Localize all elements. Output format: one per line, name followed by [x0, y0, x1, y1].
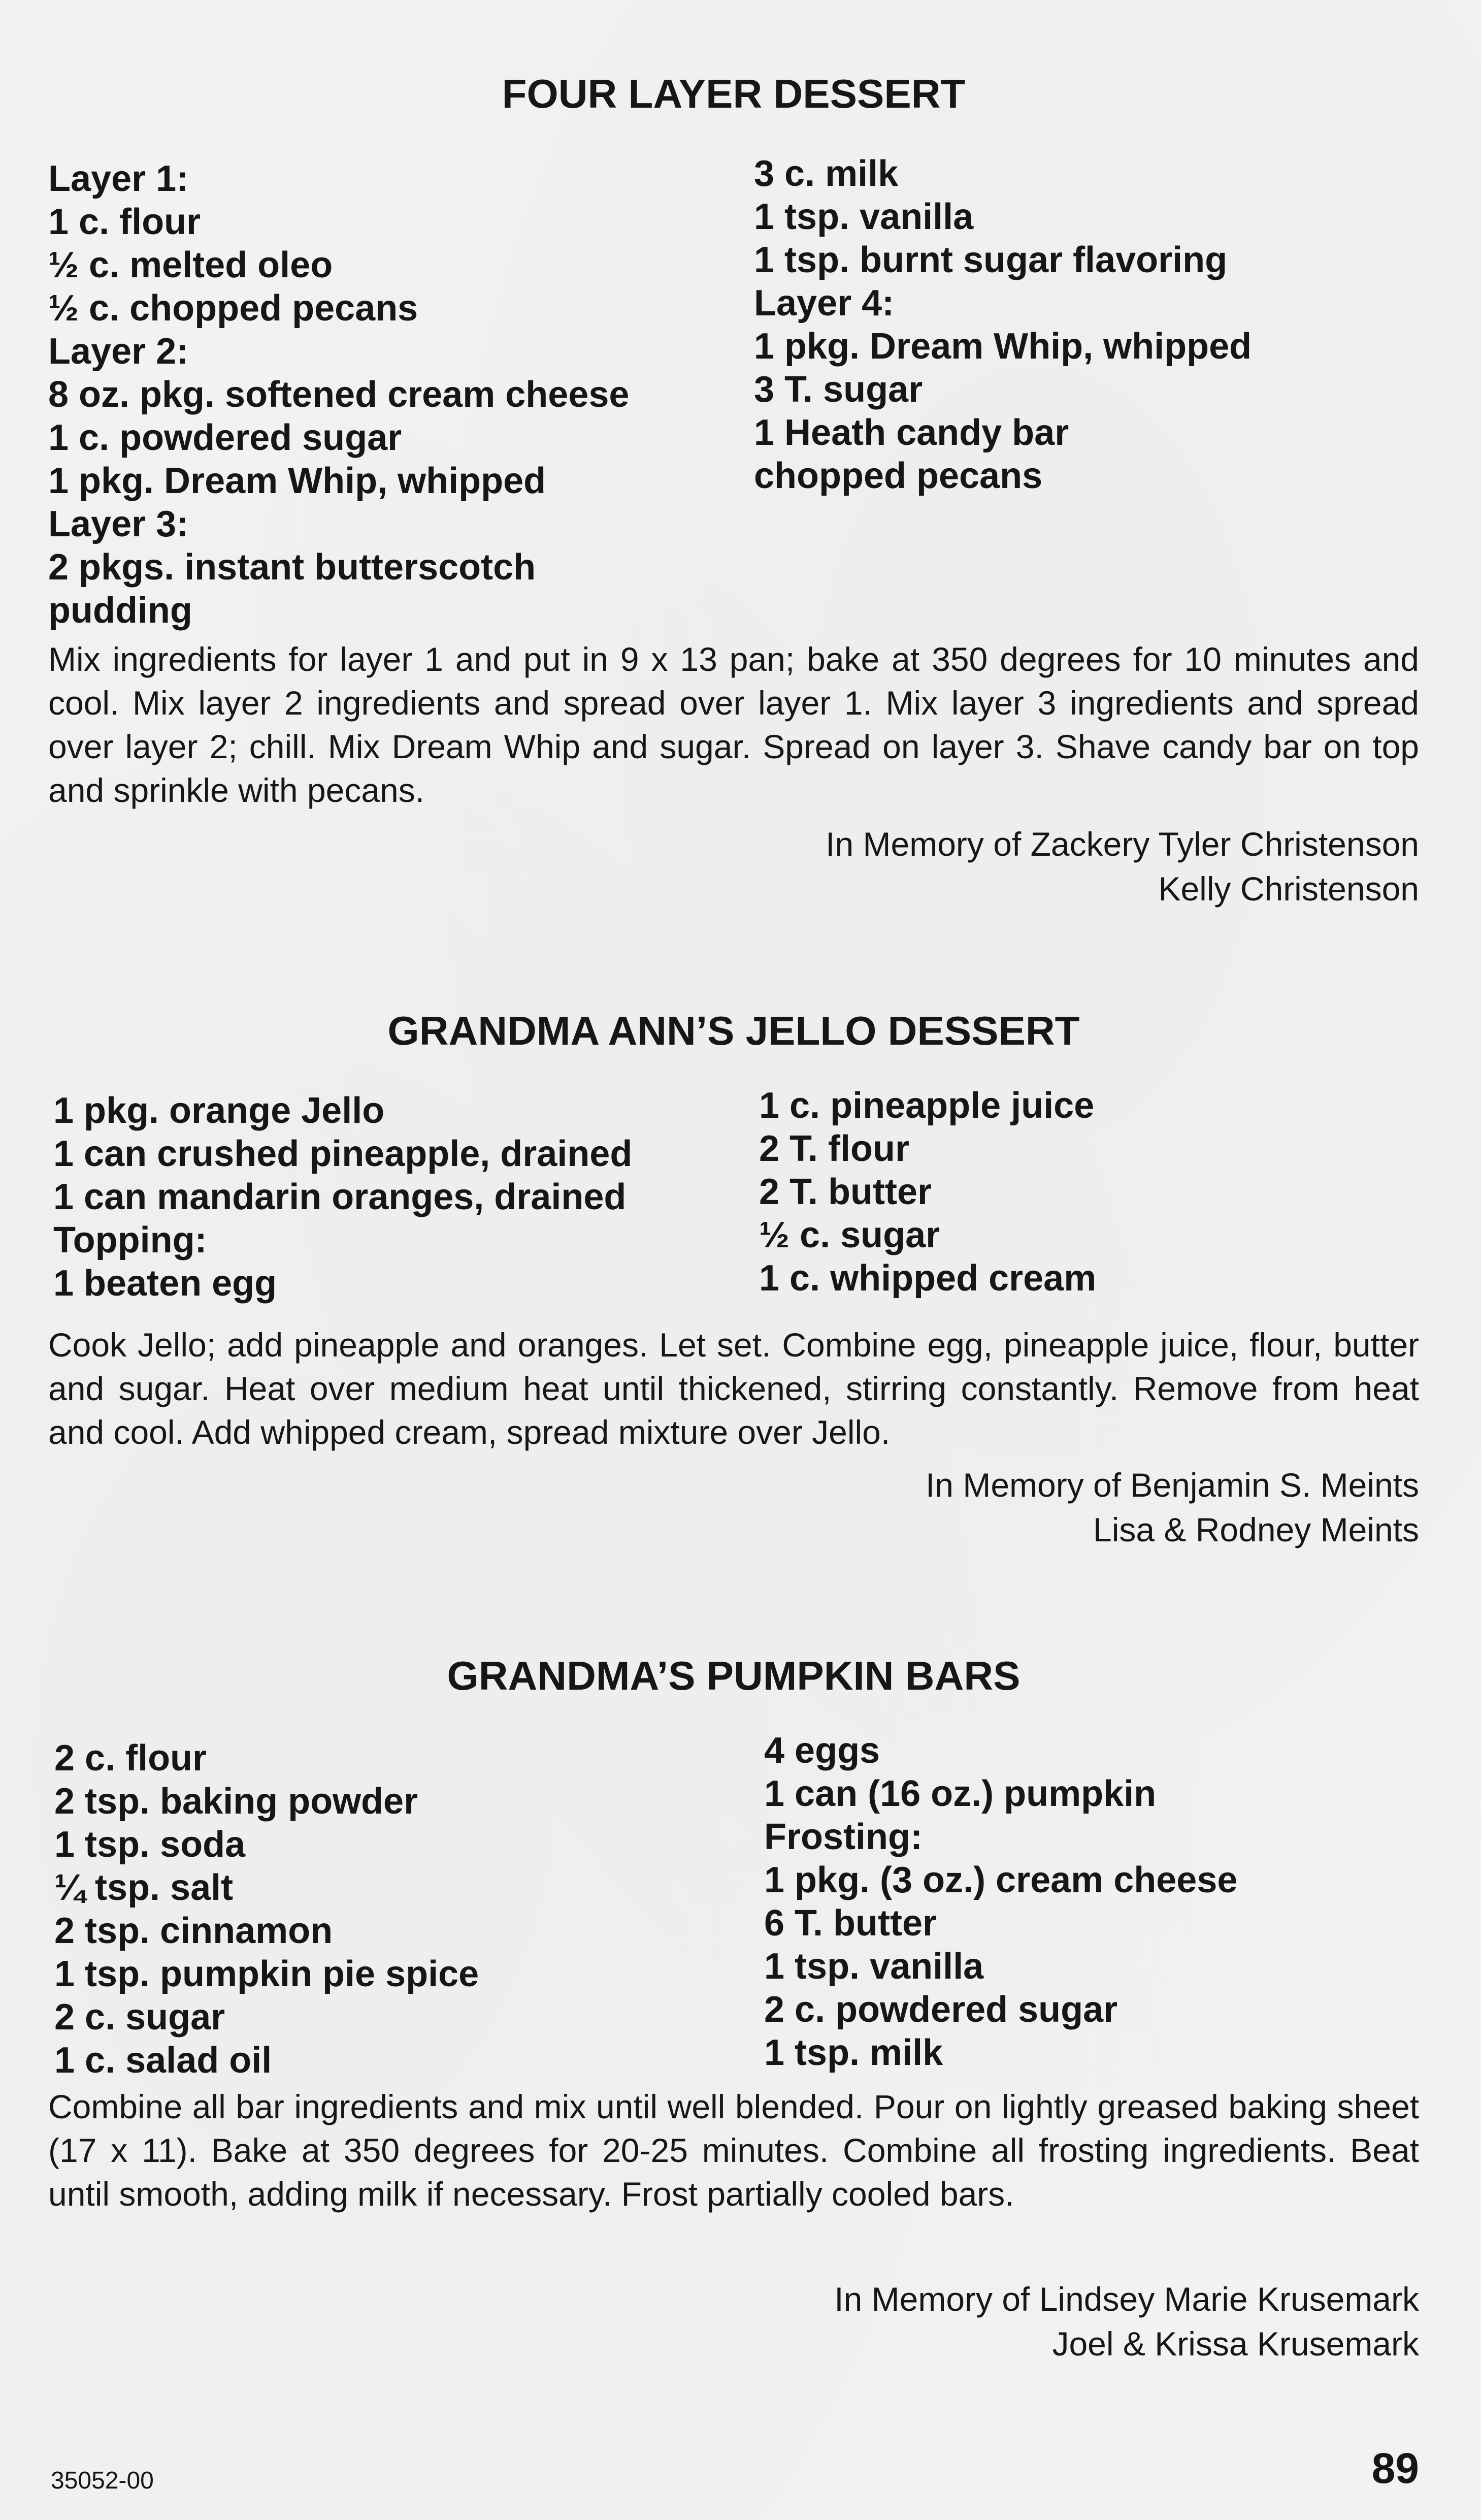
- contributor-name: Kelly Christenson: [1158, 870, 1419, 908]
- memorial-line: In Memory of Lindsey Marie Krusemark: [834, 2280, 1419, 2318]
- contributor-name: Joel & Krissa Krusemark: [1052, 2325, 1419, 2363]
- recipe-title: FOUR LAYER DESSERT: [502, 71, 966, 116]
- ingredient: Layer 1:: [48, 158, 189, 199]
- ingredient: 1 can mandarin oranges, drained: [53, 1177, 627, 1217]
- ingredient: ¼ tsp. salt: [54, 1867, 234, 1908]
- ingredient: 1 tsp. pumpkin pie spice: [54, 1954, 479, 1994]
- ingredient: 2 c. sugar: [54, 1997, 225, 2038]
- ingredient: 1 can (16 oz.) pumpkin: [764, 1773, 1157, 1814]
- book-code: 35052-00: [51, 2467, 154, 2494]
- memorial-line: In Memory of Zackery Tyler Christenson: [826, 825, 1419, 863]
- ingredient: Topping:: [53, 1220, 207, 1261]
- ingredient: 2 tsp. baking powder: [54, 1781, 418, 1822]
- ingredient: 8 oz. pkg. softened cream cheese: [48, 374, 630, 415]
- ingredient: 1 pkg. orange Jello: [53, 1090, 385, 1131]
- ingredient: 3 c. milk: [754, 153, 899, 194]
- ingredient: 1 c. whipped cream: [759, 1258, 1097, 1299]
- ingredient: 2 tsp. cinnamon: [54, 1911, 333, 1951]
- ingredient: 1 beaten egg: [53, 1263, 277, 1304]
- ingredient: 1 c. salad oil: [54, 2040, 272, 2081]
- ingredient: 2 T. butter: [759, 1172, 932, 1212]
- page-number: 89: [1371, 2444, 1419, 2492]
- ingredient: ½ c. sugar: [759, 1215, 940, 1255]
- ingredient: 1 can crushed pineapple, drained: [53, 1134, 633, 1174]
- recipe-instructions: Combine all bar ingredients and mix until well blended. Pour on lightly greased baking sheet (17 x 11). Bake at 350 degrees for 20-25 minutes. Combine all frosting ingredients. Beat until smooth, adding milk if necessary. Frost partially cooled bars.: [48, 2088, 1419, 2213]
- ingredient: 1 c. powdered sugar: [48, 417, 402, 458]
- ingredient: 2 pkgs. instant butterscotch pudding: [48, 547, 536, 631]
- ingredient: 1 pkg. (3 oz.) cream cheese: [764, 1860, 1238, 1900]
- ingredient: 2 c. powdered sugar: [764, 1989, 1118, 2030]
- ingredient: ½ c. melted oleo: [48, 245, 333, 285]
- ingredient: 1 pkg. Dream Whip, whipped: [754, 326, 1252, 367]
- ingredient: Frosting:: [764, 1817, 923, 1857]
- recipe-instructions: Mix ingredients for layer 1 and put in 9 x 13 pan; bake at 350 degrees for 10 minutes and cool. Mix layer 2 ingredients and spread over layer 1. Mix layer 3 ingredients and spread over layer 2; chill. Mix Dream Whip and sugar. Spread on layer 3. Shave candy bar on top and sprinkle with pecans.: [48, 640, 1419, 809]
- ingredient: chopped pecans: [754, 456, 1043, 496]
- ingredients-right-column: [759, 1084, 1414, 1300]
- recipe-title: GRANDMA ANN’S JELLO DESSERT: [387, 1008, 1080, 1053]
- ingredient: Layer 4:: [754, 283, 895, 324]
- contributor-name: Lisa & Rodney Meints: [1093, 1511, 1419, 1548]
- memorial-line: In Memory of Benjamin S. Meints: [925, 1466, 1419, 1504]
- ingredients-left-column: [48, 157, 729, 632]
- ingredient: 3 T. sugar: [754, 369, 923, 410]
- ingredient: 2 c. flour: [54, 1738, 207, 1779]
- ingredient: Layer 2:: [48, 331, 189, 372]
- ingredients-left-column: [54, 1737, 735, 2082]
- ingredients-left-column: [53, 1089, 734, 1305]
- ingredient: 1 c. pineapple juice: [759, 1085, 1095, 1126]
- ingredient: Layer 3:: [48, 504, 189, 544]
- ingredient: 6 T. butter: [764, 1903, 937, 1944]
- ingredient: 1 pkg. Dream Whip, whipped: [48, 461, 546, 501]
- ingredient: 4 eggs: [764, 1730, 880, 1771]
- ingredient: 1 tsp. vanilla: [754, 197, 974, 237]
- ingredients-right-column: [754, 152, 1414, 498]
- recipe-title: GRANDMA’S PUMPKIN BARS: [447, 1653, 1021, 1698]
- ingredient: 1 Heath candy bar: [754, 412, 1069, 453]
- ingredient: 1 c. flour: [48, 202, 201, 242]
- ingredient: 1 tsp. burnt sugar flavoring: [754, 240, 1228, 280]
- ingredient: 1 tsp. milk: [764, 2032, 943, 2073]
- ingredient: 1 tsp. vanilla: [764, 1946, 984, 1987]
- ingredient: 1 tsp. soda: [54, 1824, 246, 1865]
- ingredient: 2 T. flour: [759, 1128, 910, 1169]
- ingredient: ½ c. chopped pecans: [48, 288, 418, 329]
- recipe-instructions: Cook Jello; add pineapple and oranges. Let set. Combine egg, pineapple juice, flour, butter and sugar. Heat over medium heat until thickened, stirring constantly. Remove from heat and cool. Add whipped cream, spread mixture over Jello.: [48, 1326, 1419, 1451]
- ingredients-right-column: [764, 1729, 1414, 2075]
